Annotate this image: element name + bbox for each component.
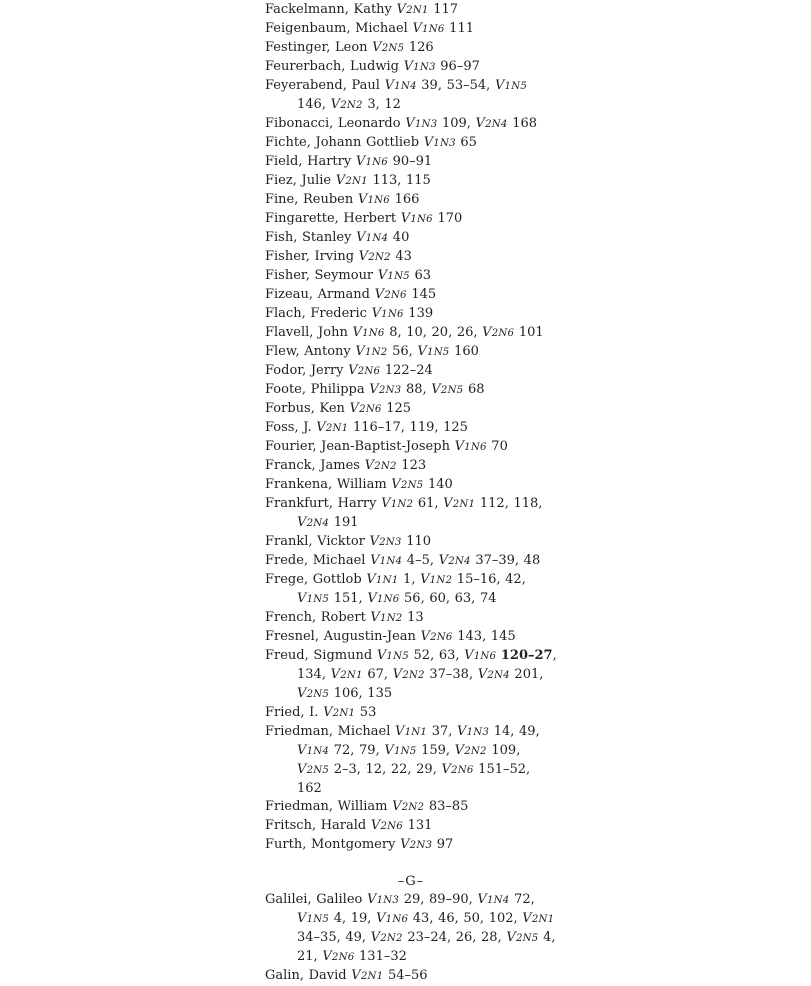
index-entry [265, 647, 557, 704]
index-entry [265, 343, 557, 362]
volume-issue-tag-initial: V [396, 2, 407, 17]
index-entry [265, 817, 557, 836]
volume-issue-tag-initial: V [454, 439, 465, 454]
page-numbers: 139 [408, 306, 434, 321]
page-numbers: 68 [468, 382, 485, 397]
volume-issue-tag-initial: V [364, 458, 375, 473]
volume-issue-tag: V2N4 [477, 667, 510, 682]
volume-issue-tag: V1N4 [297, 743, 330, 758]
page-numbers: 111 [449, 21, 474, 36]
page-numbers: 43, 46, 50, 102, [412, 911, 523, 926]
entry-name: Feyerabend, Paul [265, 78, 385, 93]
entry-name: Festinger, Leon [265, 40, 373, 55]
page-numbers: 43 [395, 249, 412, 264]
entry-name: Fackelmann, Kathy [265, 2, 397, 17]
volume-issue-tag: V2N1 [316, 420, 349, 435]
index-entry [265, 115, 557, 134]
bold-page-range: 120–27 [500, 648, 553, 663]
volume-issue-tag: V1N6 [367, 591, 400, 606]
volume-issue-tag: V1N5 [376, 648, 409, 663]
entry-name: Fritsch, Harald [265, 818, 371, 833]
entry-name: Furth, Montgomery [265, 837, 401, 852]
index-entry [265, 457, 557, 476]
volume-issue-tag-initial: V [381, 496, 391, 511]
volume-issue-tag-initial: V [438, 553, 449, 568]
entry-name: Fiez, Julie [265, 173, 336, 188]
volume-issue-tag-initial: V [376, 648, 387, 663]
volume-issue-tag-initial: V [392, 799, 402, 814]
volume-issue-tag: V1N6 [454, 439, 487, 454]
page-numbers: 166 [394, 192, 420, 207]
entry-name: Frede, Michael [265, 553, 371, 568]
index-entry [265, 58, 557, 77]
volume-issue-tag-initial: V [423, 135, 434, 150]
volume-issue-tag-initial: V [370, 610, 381, 625]
index-entry [265, 891, 557, 967]
volume-issue-tag-initial: V [297, 515, 307, 530]
page-numbers: 4, 19, [333, 911, 377, 926]
index-entry [265, 723, 557, 798]
volume-issue-tag-initial: V [349, 401, 360, 416]
volume-issue-tag-initial: V [371, 306, 382, 321]
page-numbers: 170 [437, 211, 463, 226]
volume-issue-tag-initial: V [400, 837, 410, 852]
page-numbers: 72, 79, [333, 743, 385, 758]
volume-issue-tag-initial: V [412, 21, 423, 36]
volume-issue-tag-initial: V [391, 477, 401, 492]
volume-issue-tag-initial: V [372, 40, 382, 55]
volume-issue-tag-initial: V [384, 743, 394, 758]
page-numbers: 109, [491, 743, 521, 758]
page-numbers: 88, [405, 382, 432, 397]
volume-issue-tag-initial: V [330, 667, 341, 682]
entry-name: Field, Hartry [265, 154, 356, 169]
index-entry [265, 419, 557, 438]
volume-issue-tag-initial: V [420, 572, 430, 587]
volume-issue-tag: V1N6 [464, 648, 497, 663]
volume-issue-tag-initial: V [374, 287, 385, 302]
page-numbers: 65 [460, 135, 477, 150]
volume-issue-tag: V2N5 [297, 762, 330, 777]
volume-issue-tag: V2N6 [482, 325, 515, 340]
entry-name: Fisher, Seymour [265, 268, 378, 283]
page-numbers: 97 [436, 837, 454, 852]
volume-issue-tag: V2N3 [400, 837, 433, 852]
entry-name: Frankfurt, Harry [265, 496, 382, 511]
volume-issue-tag: V1N2 [381, 496, 414, 511]
entry-name: Fizeau, Armand [265, 287, 375, 302]
volume-issue-tag-initial: V [355, 344, 365, 359]
volume-issue-tag-initial: V [405, 116, 415, 131]
volume-issue-tag: V1N3 [423, 135, 456, 150]
volume-issue-tag: V1N4 [370, 553, 403, 568]
volume-issue-tag: V1N3 [405, 116, 438, 131]
volume-issue-tag: V2N5 [391, 477, 424, 492]
volume-issue-tag-initial: V [335, 173, 346, 188]
page-numbers: 151–52, 162 [297, 762, 531, 796]
page-numbers: 151, [333, 591, 368, 606]
page-numbers: 201, [514, 667, 544, 682]
volume-issue-tag: V1N2 [355, 344, 388, 359]
volume-issue-tag-initial: V [351, 968, 361, 983]
volume-issue-tag-initial: V [370, 930, 381, 945]
volume-issue-tag: V2N6 [420, 629, 453, 644]
index-entry [265, 798, 557, 817]
page-numbers: 112, 118, [479, 496, 543, 511]
volume-issue-tag-initial: V [403, 59, 414, 74]
page-numbers: 106, 135 [333, 686, 393, 701]
index-entry [265, 77, 557, 115]
index-entry [265, 153, 557, 172]
volume-issue-tag-initial: V [297, 762, 307, 777]
entry-name: Frankena, William [265, 477, 392, 492]
entry-name: Foss, J. [265, 420, 317, 435]
page-numbers: 140 [428, 477, 453, 492]
volume-issue-tag: V2N1 [396, 2, 429, 17]
page-numbers: 61, [417, 496, 444, 511]
index-entry [265, 476, 557, 495]
volume-issue-tag-initial: V [358, 249, 369, 264]
volume-issue-tag: V2N4 [438, 553, 471, 568]
index-entry [265, 495, 557, 533]
volume-issue-tag-initial: V [454, 743, 465, 758]
page-numbers: 3, 12 [367, 97, 401, 112]
page-numbers: 168 [512, 116, 538, 131]
volume-issue-tag: V2N2 [358, 249, 391, 264]
volume-issue-tag: V2N1 [335, 173, 368, 188]
volume-issue-tag-initial: V [330, 97, 341, 112]
entry-name: Fried, I. [265, 705, 324, 720]
volume-issue-tag-initial: V [464, 648, 474, 663]
volume-issue-tag: V2N5 [431, 382, 464, 397]
entry-name: Frankl, Vicktor [265, 534, 370, 549]
entry-name: Fodor, Jerry [265, 363, 349, 378]
entry-name: Fourier, Jean-Baptist-Joseph [265, 439, 455, 454]
page-numbers: 159, [421, 743, 455, 758]
page-numbers: 123 [401, 458, 427, 473]
volume-issue-tag-initial: V [457, 724, 467, 739]
volume-issue-tag-initial: V [441, 762, 452, 777]
volume-issue-tag-initial: V [297, 686, 307, 701]
page-numbers: 56, [392, 344, 418, 359]
index-entry [265, 20, 557, 39]
page-numbers: 90–91 [392, 154, 433, 169]
index-entry [265, 400, 557, 419]
volume-issue-tag: V1N6 [355, 154, 388, 169]
volume-issue-tag: V1N4 [477, 892, 510, 907]
volume-issue-tag-initial: V [297, 591, 307, 606]
index-entry [265, 172, 557, 191]
index-entry [265, 836, 557, 855]
volume-issue-tag: V2N2 [454, 743, 487, 758]
volume-issue-tag: V2N5 [506, 930, 539, 945]
page-numbers: 72, [514, 892, 535, 907]
entry-name: Fibonacci, Leonardo [265, 116, 406, 131]
entry-name: Galin, David [265, 968, 352, 983]
volume-issue-tag-initial: V [297, 911, 307, 926]
page-numbers: 56, 60, 63, 74 [404, 591, 497, 606]
page-numbers: 2–3, 12, 22, 29, [333, 762, 442, 777]
entry-name: Forbus, Ken [265, 401, 350, 416]
volume-issue-tag-initial: V [369, 534, 380, 549]
page-numbers: 191 [333, 515, 359, 530]
index-entry [265, 1, 557, 20]
page-numbers: 116–17, 119, 125 [352, 420, 468, 435]
page-numbers: 8, 10, 20, 26, [389, 325, 483, 340]
page-numbers: 145 [411, 287, 437, 302]
page-numbers: 146, [297, 97, 331, 112]
volume-issue-tag: V1N3 [403, 59, 436, 74]
volume-issue-tag-initial: V [477, 667, 488, 682]
volume-issue-tag-initial: V [367, 591, 377, 606]
index-entry [265, 967, 557, 986]
volume-issue-tag: V2N5 [372, 40, 405, 55]
page-numbers: 63 [414, 268, 432, 283]
volume-issue-tag: V1N6 [412, 21, 445, 36]
index-entry [265, 267, 557, 286]
page-numbers: 83–85 [428, 799, 469, 814]
volume-issue-tag: V1N4 [384, 78, 417, 93]
index-entry [265, 324, 557, 343]
volume-issue-tag: V1N2 [420, 572, 453, 587]
volume-issue-tag-initial: V [367, 892, 377, 907]
volume-issue-tag: V2N2 [392, 799, 425, 814]
entry-name: Fresnel, Augustin-Jean [265, 629, 421, 644]
volume-issue-tag-initial: V [431, 382, 441, 397]
entry-name: Feigenbaum, Michael [265, 21, 413, 36]
volume-issue-tag: V1N1 [394, 724, 428, 739]
volume-issue-tag-initial: V [366, 572, 376, 587]
page-numbers: 126 [408, 40, 434, 55]
page-numbers: 37, [431, 724, 458, 739]
entry-name: Feurerbach, Ludwig [265, 59, 404, 74]
volume-issue-tag-initial: V [356, 230, 366, 245]
volume-issue-tag: V1N5 [417, 344, 450, 359]
index-entry [265, 609, 557, 628]
entry-name: Flavell, John [265, 325, 353, 340]
volume-issue-tag: V2N6 [322, 949, 355, 964]
index-entry [265, 305, 557, 324]
page-numbers: 109, [441, 116, 476, 131]
page-numbers: 101 [518, 325, 544, 340]
page-numbers: 37–38, [429, 667, 478, 682]
entry-name: Frege, Gottlob [265, 572, 367, 587]
volume-issue-tag: V1N6 [352, 325, 385, 340]
volume-issue-tag-initial: V [377, 268, 388, 283]
volume-issue-tag-initial: V [420, 629, 431, 644]
volume-issue-tag-initial: V [506, 930, 516, 945]
volume-issue-tag: V2N1 [323, 705, 356, 720]
volume-issue-tag: V1N5 [377, 268, 410, 283]
volume-issue-tag-initial: V [392, 667, 403, 682]
page-numbers: 131 [407, 818, 433, 833]
volume-issue-tag: V1N1 [366, 572, 399, 587]
volume-issue-tag-initial: V [522, 911, 532, 926]
volume-issue-tag: V2N2 [364, 458, 397, 473]
page-numbers: 4, 21, [297, 930, 556, 964]
page-numbers: 110 [406, 534, 432, 549]
volume-issue-tag-initial: V [400, 211, 411, 226]
entry-name: Fichte, Johann Gottlieb [265, 135, 424, 150]
volume-issue-tag: V2N6 [370, 818, 403, 833]
index-entry [265, 134, 557, 153]
index-entry [265, 628, 557, 647]
volume-issue-tag: V2N3 [369, 382, 402, 397]
volume-issue-tag: V2N3 [369, 534, 402, 549]
volume-issue-tag-initial: V [348, 363, 358, 378]
index-entry [265, 191, 557, 210]
volume-issue-tag: V2N1 [351, 968, 384, 983]
section-heading: –G– [397, 874, 425, 889]
volume-issue-tag: V1N6 [357, 192, 390, 207]
page-numbers: 52, 63, [413, 648, 465, 663]
page-numbers: 131–32 [359, 949, 407, 964]
volume-issue-tag-initial: V [357, 192, 368, 207]
volume-issue-tag-initial: V [394, 724, 405, 739]
volume-issue-tag-initial: V [384, 78, 395, 93]
entry-name: Flach, Frederic [265, 306, 372, 321]
volume-issue-tag: V2N4 [475, 116, 508, 131]
index-entry [265, 704, 557, 723]
index-entry [265, 286, 557, 305]
volume-issue-tag: V1N3 [457, 724, 490, 739]
index-entry [265, 248, 557, 267]
page-numbers: 67, [367, 667, 393, 682]
entry-name: Galilei, Galileo [265, 892, 367, 907]
page-numbers: 122–24 [384, 363, 433, 378]
entry-name: Fisher, Irving [265, 249, 359, 264]
volume-issue-tag-initial: V [297, 743, 307, 758]
page-numbers: 96–97 [440, 59, 480, 74]
entry-name: Foote, Philippa [265, 382, 370, 397]
page-numbers: 117 [433, 2, 459, 17]
page-numbers: 1, [403, 572, 421, 587]
page-numbers: 143, 145 [457, 629, 516, 644]
volume-issue-tag-initial: V [370, 818, 381, 833]
volume-issue-tag-initial: V [475, 116, 486, 131]
index-entry [265, 381, 557, 400]
entry-name: French, Robert [265, 610, 371, 625]
volume-issue-tag: V1N5 [494, 78, 528, 93]
volume-issue-tag: V2N2 [370, 930, 403, 945]
volume-issue-tag-initial: V [369, 382, 379, 397]
index-entry [265, 39, 557, 58]
entry-name: Friedman, William [265, 799, 393, 814]
volume-issue-tag: V2N4 [297, 515, 330, 530]
volume-issue-tag: V2N1 [522, 911, 555, 926]
volume-issue-tag: V1N5 [297, 591, 330, 606]
entry-name: Franck, James [265, 458, 365, 473]
volume-issue-tag: V1N4 [356, 230, 389, 245]
entry-name: Friedman, Michael [265, 724, 395, 739]
index-entry [265, 533, 557, 552]
page-numbers: 53 [359, 705, 377, 720]
page-numbers: 54–56 [387, 968, 428, 983]
volume-issue-tag-initial: V [417, 344, 428, 359]
page-numbers: 39, 53–54, [421, 78, 495, 93]
volume-issue-tag: V1N5 [384, 743, 417, 758]
page-numbers: 120–27, 134, [297, 648, 557, 682]
volume-issue-tag: V2N1 [443, 496, 476, 511]
volume-issue-tag-initial: V [477, 892, 487, 907]
volume-issue-tag-initial: V [370, 553, 380, 568]
volume-issue-tag: V1N6 [371, 306, 404, 321]
page-numbers: 4–5, [406, 553, 439, 568]
index-entry [265, 229, 557, 248]
index-entry [265, 552, 557, 571]
entry-name: Freud, Sigmund [265, 648, 377, 663]
volume-issue-tag-initial: V [482, 325, 492, 340]
page-numbers: 14, 49, [493, 724, 540, 739]
entry-name: Flew, Antony [265, 344, 356, 359]
volume-issue-tag-initial: V [316, 420, 326, 435]
page-numbers: 125 [386, 401, 412, 416]
volume-issue-tag: V1N3 [367, 892, 400, 907]
volume-issue-tag: V1N2 [370, 610, 403, 625]
entry-name: Fine, Reuben [265, 192, 358, 207]
volume-issue-tag-initial: V [323, 705, 333, 720]
entry-name: Fingarette, Herbert [265, 211, 401, 226]
entry-name: Fish, Stanley [265, 230, 357, 245]
volume-issue-tag: V2N5 [297, 686, 330, 701]
volume-issue-tag: V2N2 [392, 667, 425, 682]
index-column [265, 1, 557, 986]
page-numbers: 29, 89–90, [403, 892, 478, 907]
volume-issue-tag-initial: V [376, 911, 386, 926]
page-numbers: 15–16, 42, [456, 572, 526, 587]
volume-issue-tag: V1N6 [376, 911, 409, 926]
volume-issue-tag: V2N6 [374, 287, 407, 302]
volume-issue-tag: V1N6 [400, 211, 433, 226]
volume-issue-tag-initial: V [355, 154, 366, 169]
volume-issue-tag: V1N5 [297, 911, 330, 926]
page-numbers: 37–39, 48 [475, 553, 541, 568]
volume-issue-tag-initial: V [352, 325, 363, 340]
page-numbers: 40 [392, 230, 410, 245]
volume-issue-tag: V2N2 [330, 97, 363, 112]
volume-issue-tag-initial: V [443, 496, 453, 511]
page-numbers: 34–35, 49, [297, 930, 371, 945]
page-numbers: 13 [407, 610, 424, 625]
index-entry [265, 438, 557, 457]
volume-issue-tag: V2N1 [330, 667, 363, 682]
index-entry [265, 362, 557, 381]
page-numbers: 23–24, 26, 28, [407, 930, 507, 945]
page-numbers: 113, 115 [372, 173, 431, 188]
page-numbers: 160 [454, 344, 479, 359]
page-numbers: 70 [491, 439, 508, 454]
volume-issue-tag: V2N6 [349, 401, 382, 416]
index-entry [265, 210, 557, 229]
volume-issue-tag-initial: V [322, 949, 332, 964]
volume-issue-tag: V2N6 [348, 363, 381, 378]
volume-issue-tag-initial: V [494, 78, 505, 93]
volume-issue-tag: V2N6 [441, 762, 474, 777]
index-entry [265, 571, 557, 609]
